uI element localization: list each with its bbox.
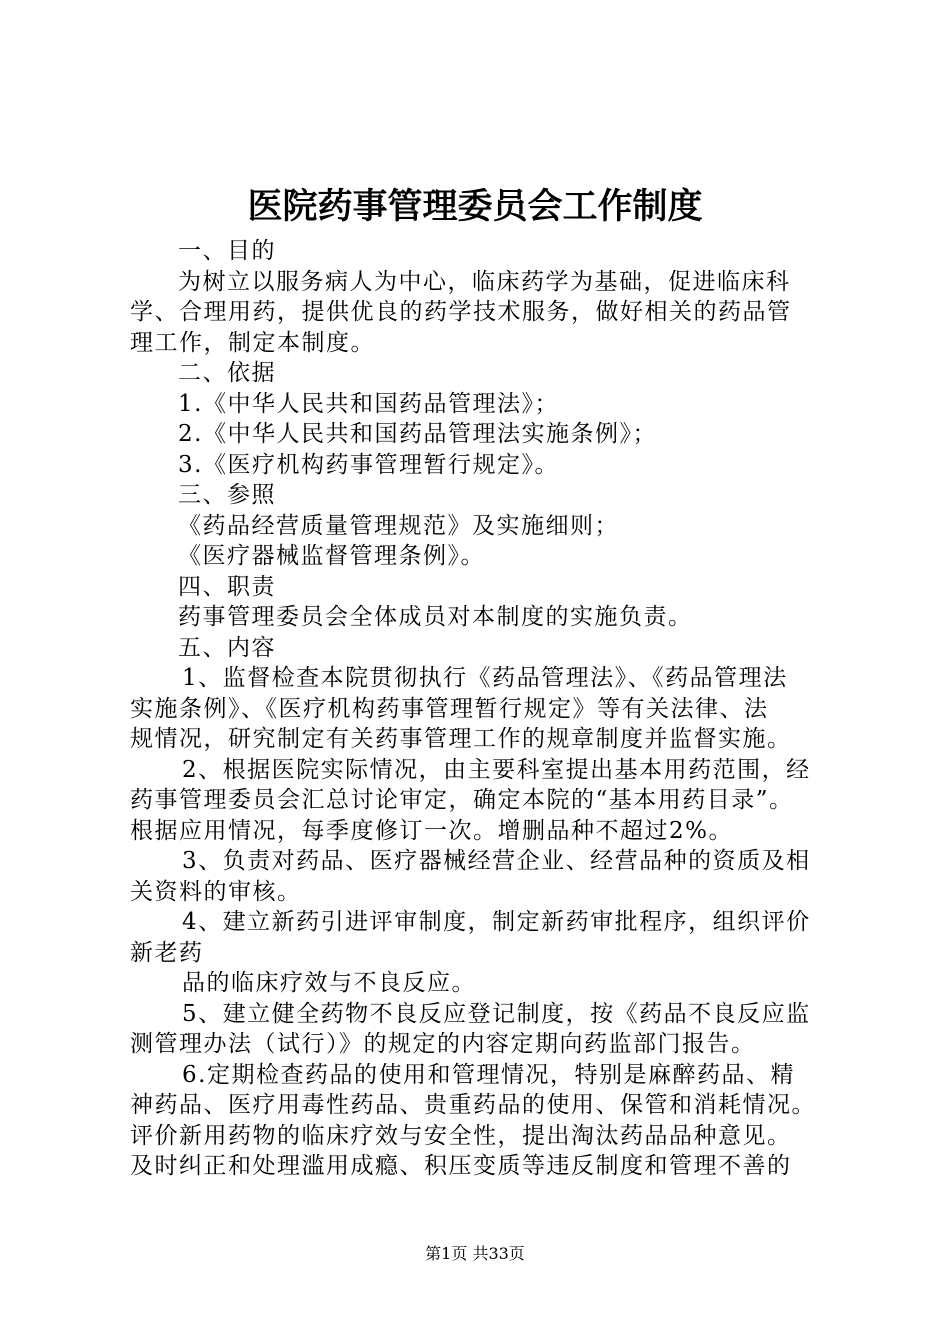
paragraph-line: 4、建立新药引进评审制度，制定新药审批程序，组织评价: [182, 909, 811, 935]
paragraph-line: 为树立以服务病人为中心，临床药学为基础，促进临床科: [178, 268, 791, 295]
section-heading-basis: 二、依据: [178, 360, 276, 386]
page-number: 第1页 共33页: [425, 1244, 525, 1263]
paragraph-line: 2、根据医院实际情况，由主要科室提出基本用药范围，经: [182, 756, 811, 783]
paragraph-line: 1、监督检查本院贯彻执行《药品管理法》、《药品管理法: [182, 665, 788, 691]
section-heading-duties: 四、职责: [178, 573, 276, 600]
paragraph-line: 3、负责对药品、医疗器械经营企业、经营品种的资质及相: [182, 848, 811, 874]
paragraph-line: 及时纠正和处理滥用成瘾、积压变质等违反制度和管理不善的: [130, 1153, 792, 1179]
list-item: 《医疗器械监督管理条例》。: [178, 543, 485, 569]
list-item: 《药品经营质量管理规范》及实施细则；: [178, 512, 619, 539]
paragraph-line: 学、合理用药，提供优良的药学技术服务，做好相关的药品管: [130, 299, 792, 325]
paragraph-line: 药事管理委员会全体成员对本制度的实施负责。: [178, 604, 693, 630]
paragraph-line: 6.定期检查药品的使用和管理情况，特别是麻醉药品、精: [182, 1061, 795, 1088]
paragraph-line: 根据应用情况，每季度修订一次。增删品种不超过2%。: [130, 817, 733, 844]
list-item: 1.《中华人民共和国药品管理法》；: [178, 390, 559, 417]
section-heading-content: 五、内容: [178, 634, 276, 661]
paragraph-line: 评价新用药物的临床疗效与安全性，提出淘汰药品品种意见。: [130, 1122, 792, 1149]
page-title: 医院药事管理委员会工作制度: [247, 186, 703, 227]
paragraph-line: 理工作，制定本制度。: [130, 329, 375, 356]
list-item: 2.《中华人民共和国药品管理法实施条例》；: [178, 421, 657, 447]
paragraph-line: 品的临床疗效与不良反应。: [182, 970, 476, 996]
paragraph-line: 新老药: [130, 939, 204, 966]
paragraph-line: 规情况，研究制定有关药事管理工作的规章制度并监督实施。: [130, 726, 792, 752]
paragraph-line: 测管理办法（试行）》的规定的内容定期向药监部门报告。: [130, 1031, 756, 1057]
section-heading-purpose: 一、目的: [178, 238, 276, 264]
paragraph-line: 实施条例》、《医疗机构药事管理暂行规定》等有关法律、法: [130, 695, 769, 722]
list-item: 3.《医疗机构药事管理暂行规定》。: [178, 451, 559, 478]
paragraph-line: 药事管理委员会汇总讨论审定，确定本院的“基本用药目录”。: [130, 787, 794, 813]
paragraph-line: 神药品、医疗用毒性药品、贵重药品的使用、保管和消耗情况。: [130, 1092, 816, 1118]
paragraph-line: 关资料的审核。: [130, 878, 302, 905]
document-body: [130, 236, 840, 1182]
paragraph-line: 5、建立健全药物不良反应登记制度，按《药品不良反应监: [182, 1000, 811, 1027]
section-heading-reference: 三、参照: [178, 482, 276, 508]
